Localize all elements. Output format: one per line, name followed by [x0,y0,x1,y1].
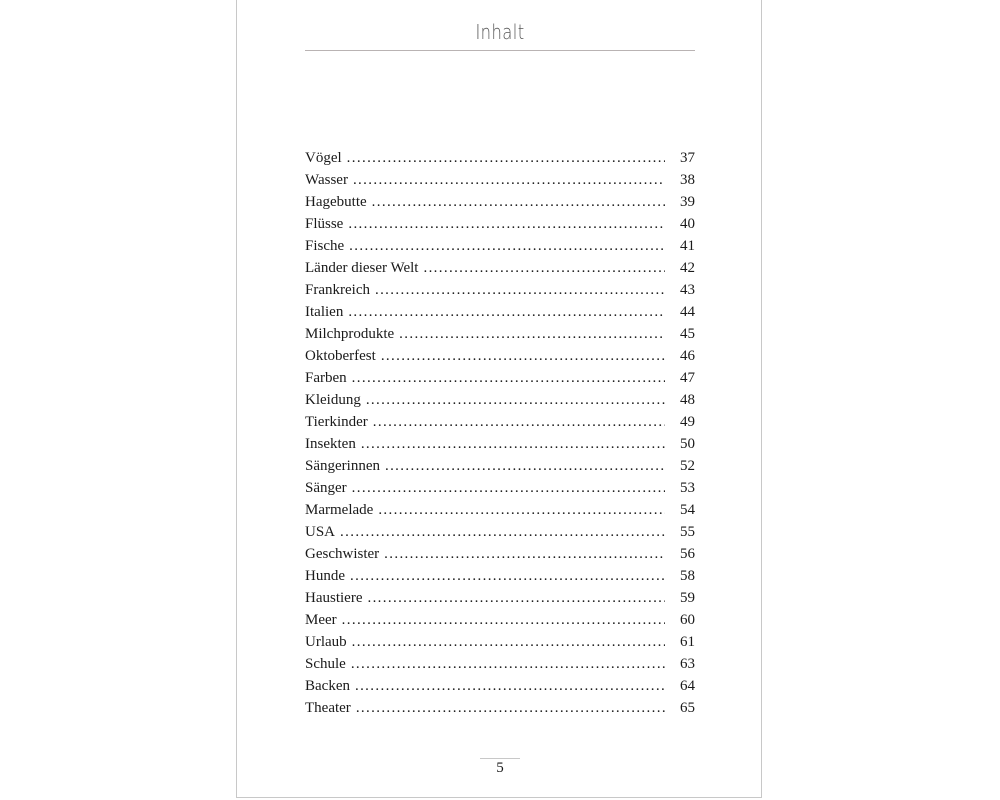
toc-entry-page: 38 [680,172,695,188]
toc-entry-page: 47 [680,370,695,386]
page-number: 5 [496,760,504,776]
toc-entry[interactable] [305,455,695,477]
toc-dot-leader [366,389,665,411]
toc-entry-label: Tierkinder [305,414,368,430]
toc-dot-leader [342,609,665,631]
toc-entry[interactable] [305,631,695,653]
toc-entry[interactable] [305,235,695,257]
toc-entry-page: 65 [680,700,695,716]
toc-dot-leader [349,235,665,257]
document-page [236,0,762,798]
toc-entry[interactable] [305,411,695,433]
toc-dot-leader [348,213,665,235]
toc-entry-label: Sängerinnen [305,458,380,474]
toc-entry-page: 48 [680,392,695,408]
toc-dot-leader [381,345,665,367]
toc-entry-label: Theater [305,700,351,716]
toc-entry-label: Flüsse [305,216,344,232]
toc-entry-label: Vögel [305,150,342,166]
toc-entry-label: Hagebutte [305,194,367,210]
page-title: Inhalt [475,20,525,44]
toc-entry-page: 61 [680,634,695,650]
toc-entry[interactable] [305,345,695,367]
toc-entry-page: 37 [680,150,695,166]
toc-entry-label: Kleidung [305,392,361,408]
toc-dot-leader [355,675,665,697]
toc-entry[interactable] [305,565,695,587]
toc-entry-page: 41 [680,238,695,254]
toc-dot-leader [347,147,665,169]
toc-entry[interactable] [305,389,695,411]
toc-dot-leader [356,697,665,719]
toc-entry[interactable] [305,213,695,235]
toc-entry-label: Meer [305,612,337,628]
toc-entry-page: 59 [680,590,695,606]
toc-dot-leader [340,521,665,543]
toc-entry-label: Backen [305,678,350,694]
toc-entry[interactable] [305,587,695,609]
toc-entry[interactable] [305,279,695,301]
toc-entry[interactable] [305,169,695,191]
toc-dot-leader [384,543,665,565]
toc-entry[interactable] [305,477,695,499]
toc-entry-page: 43 [680,282,695,298]
toc-entry[interactable] [305,653,695,675]
toc-entry[interactable] [305,257,695,279]
toc-entry-page: 46 [680,348,695,364]
toc-entry-label: Sänger [305,480,347,496]
toc-entry-page: 56 [680,546,695,562]
toc-entry-page: 64 [680,678,695,694]
footer-divider [480,758,520,759]
toc-entry-page: 60 [680,612,695,628]
toc-entry-page: 58 [680,568,695,584]
toc-entry[interactable] [305,191,695,213]
toc-entry-label: Länder dieser Welt [305,260,419,276]
toc-entry-label: Schule [305,656,346,672]
toc-entry-label: Geschwister [305,546,380,562]
toc-entry-page: 50 [680,436,695,452]
toc-entry-label: Italien [305,304,344,320]
toc-dot-leader [399,323,665,345]
toc-dot-leader [373,411,665,433]
toc-dot-leader [375,279,665,301]
toc-entry-label: Fische [305,238,345,254]
toc-entry[interactable] [305,543,695,565]
toc-entry-label: Frankreich [305,282,370,298]
table-of-contents [305,147,695,719]
toc-dot-leader [378,499,665,521]
toc-entry-page: 54 [680,502,695,518]
toc-dot-leader [352,631,665,653]
toc-entry-page: 42 [680,260,695,276]
toc-entry-page: 40 [680,216,695,232]
toc-entry[interactable] [305,521,695,543]
toc-dot-leader [353,169,665,191]
toc-entry[interactable] [305,697,695,719]
toc-entry-label: Oktoberfest [305,348,376,364]
toc-entry-label: Insekten [305,436,356,452]
toc-entry[interactable] [305,675,695,697]
toc-entry-label: Haustiere [305,590,363,606]
toc-entry-page: 55 [680,524,695,540]
toc-entry-label: Milchprodukte [305,326,395,342]
toc-entry-label: Farben [305,370,347,386]
toc-entry[interactable] [305,323,695,345]
toc-dot-leader [348,301,665,323]
toc-dot-leader [423,257,665,279]
toc-entry-label: Wasser [305,172,348,188]
toc-entry-label: USA [305,524,336,540]
toc-entry-label: Hunde [305,568,345,584]
toc-entry-page: 63 [680,656,695,672]
toc-dot-leader [350,565,665,587]
toc-entry[interactable] [305,301,695,323]
toc-entry-label: Urlaub [305,634,347,650]
toc-entry-page: 45 [680,326,695,342]
toc-entry[interactable] [305,499,695,521]
toc-entry-page: 52 [680,458,695,474]
toc-entry-label: Marmelade [305,502,374,518]
toc-dot-leader [351,653,665,675]
toc-entry[interactable] [305,147,695,169]
toc-dot-leader [352,477,665,499]
toc-dot-leader [367,587,665,609]
header-divider [305,50,695,51]
toc-entry[interactable] [305,367,695,389]
toc-dot-leader [361,433,665,455]
toc-entry-page: 44 [680,304,695,320]
toc-entry[interactable] [305,609,695,631]
toc-entry-page: 53 [680,480,695,496]
toc-entry-page: 49 [680,414,695,430]
toc-dot-leader [352,367,665,389]
toc-dot-leader [372,191,665,213]
toc-entry-page: 39 [680,194,695,210]
toc-dot-leader [385,455,665,477]
toc-entry[interactable] [305,433,695,455]
